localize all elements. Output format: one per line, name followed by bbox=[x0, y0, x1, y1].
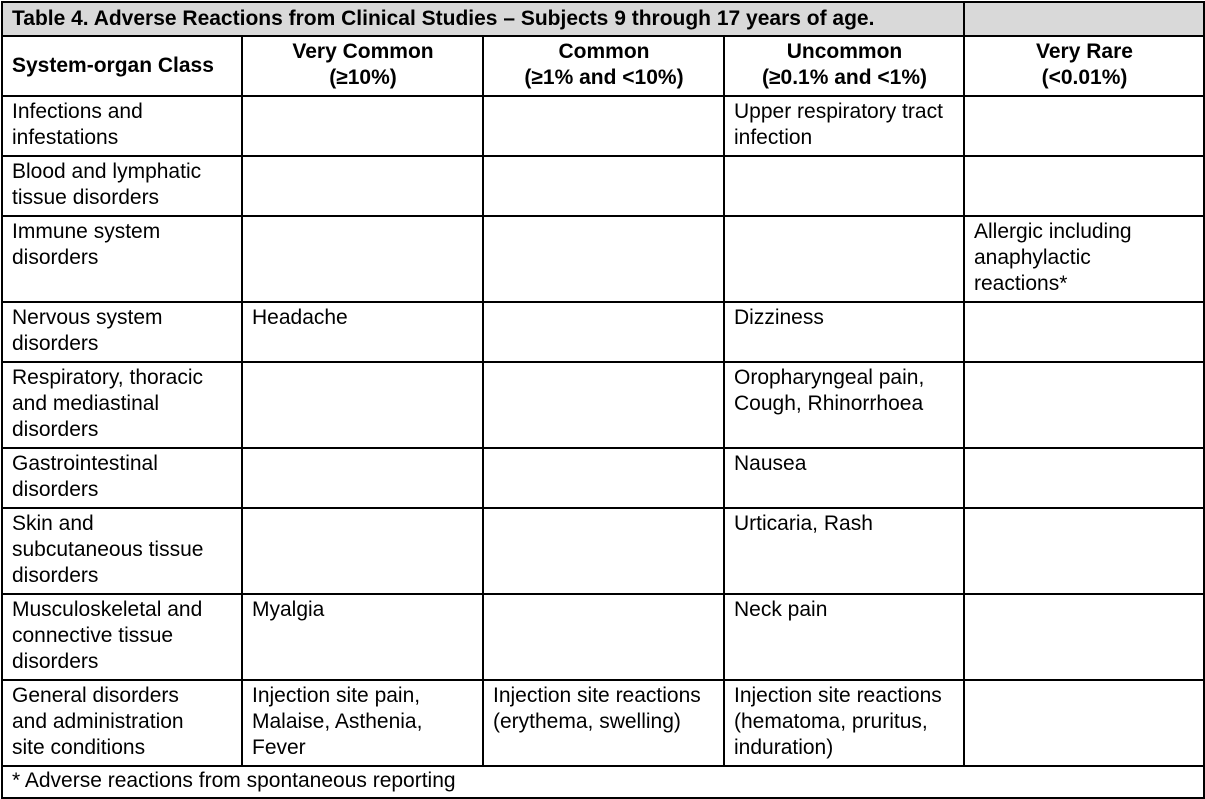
table-title-row bbox=[2, 2, 1204, 36]
table-title: Table 4. Adverse Reactions from Clinical Studies – Subjects 9 through 17 years of age. bbox=[2, 2, 964, 36]
very-rare-cell bbox=[964, 508, 1204, 594]
very-rare-cell bbox=[964, 594, 1204, 680]
common-cell bbox=[483, 362, 724, 448]
very-common-cell bbox=[242, 156, 483, 216]
table-row bbox=[2, 508, 1204, 594]
table-row bbox=[2, 448, 1204, 508]
common-cell bbox=[483, 508, 724, 594]
header-very-common: Very Common (≥10%) bbox=[242, 36, 483, 96]
system-organ-class-cell: Infections and infestations bbox=[2, 96, 242, 156]
common-cell bbox=[483, 96, 724, 156]
very-common-cell bbox=[242, 216, 483, 302]
table-row bbox=[2, 594, 1204, 680]
uncommon-cell: Upper respiratory tract infection bbox=[724, 96, 964, 156]
common-cell bbox=[483, 448, 724, 508]
uncommon-cell bbox=[724, 156, 964, 216]
table-row bbox=[2, 362, 1204, 448]
system-organ-class-cell: Musculoskeletal and connective tissue disorders bbox=[2, 594, 242, 680]
very-common-cell bbox=[242, 96, 483, 156]
header-common: Common (≥1% and <10%) bbox=[483, 36, 724, 96]
table-footnote-row bbox=[2, 766, 1204, 798]
header-very-rare: Very Rare (<0.01%) bbox=[964, 36, 1204, 96]
table-row bbox=[2, 216, 1204, 302]
table-row bbox=[2, 680, 1204, 766]
very-common-cell bbox=[242, 448, 483, 508]
uncommon-cell: Oropharyngeal pain, Cough, Rhinorrhoea bbox=[724, 362, 964, 448]
very-common-cell bbox=[242, 362, 483, 448]
very-rare-cell bbox=[964, 302, 1204, 362]
very-rare-cell bbox=[964, 156, 1204, 216]
header-system-organ-class: System-organ Class bbox=[2, 36, 242, 96]
system-organ-class-cell: Nervous system disorders bbox=[2, 302, 242, 362]
common-cell: Injection site reactions (erythema, swelling) bbox=[483, 680, 724, 766]
system-organ-class-cell: Gastrointestinal disorders bbox=[2, 448, 242, 508]
very-rare-cell: Allergic including anaphylactic reactions* bbox=[964, 216, 1204, 302]
uncommon-cell: Neck pain bbox=[724, 594, 964, 680]
very-common-cell: Injection site pain, Malaise, Asthenia, Fever bbox=[242, 680, 483, 766]
uncommon-cell: Urticaria, Rash bbox=[724, 508, 964, 594]
table-row bbox=[2, 96, 1204, 156]
table-footnote: * Adverse reactions from spontaneous reporting bbox=[2, 766, 1204, 798]
system-organ-class-cell: Immune system disorders bbox=[2, 216, 242, 302]
very-common-cell: Myalgia bbox=[242, 594, 483, 680]
system-organ-class-cell: Blood and lymphatic tissue disorders bbox=[2, 156, 242, 216]
common-cell bbox=[483, 156, 724, 216]
uncommon-cell: Injection site reactions (hematoma, pruritus, induration) bbox=[724, 680, 964, 766]
table-row bbox=[2, 302, 1204, 362]
adverse-reactions-table bbox=[1, 1, 1205, 799]
uncommon-cell: Dizziness bbox=[724, 302, 964, 362]
very-rare-cell bbox=[964, 448, 1204, 508]
system-organ-class-cell: Respiratory, thoracic and mediastinal disorders bbox=[2, 362, 242, 448]
common-cell bbox=[483, 594, 724, 680]
header-uncommon: Uncommon (≥0.1% and <1%) bbox=[724, 36, 964, 96]
common-cell bbox=[483, 302, 724, 362]
uncommon-cell bbox=[724, 216, 964, 302]
table-row bbox=[2, 156, 1204, 216]
table-header-row bbox=[2, 36, 1204, 96]
very-common-cell: Headache bbox=[242, 302, 483, 362]
very-rare-cell bbox=[964, 362, 1204, 448]
table-title-extra bbox=[964, 2, 1204, 36]
very-common-cell bbox=[242, 508, 483, 594]
very-rare-cell bbox=[964, 680, 1204, 766]
system-organ-class-cell: General disorders and administration site conditions bbox=[2, 680, 242, 766]
uncommon-cell: Nausea bbox=[724, 448, 964, 508]
system-organ-class-cell: Skin and subcutaneous tissue disorders bbox=[2, 508, 242, 594]
very-rare-cell bbox=[964, 96, 1204, 156]
common-cell bbox=[483, 216, 724, 302]
